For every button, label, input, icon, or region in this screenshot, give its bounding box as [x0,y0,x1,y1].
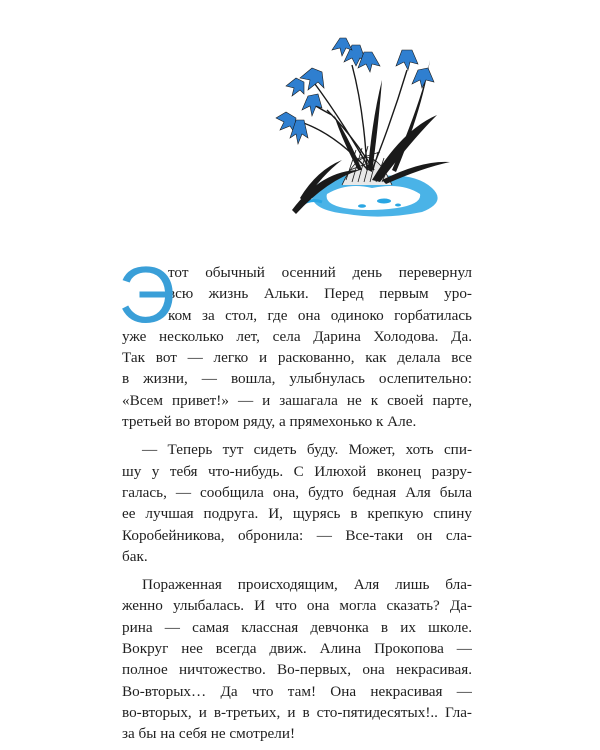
text-line: полное ничтожество. Во-первых, она некрасивая. [122,661,472,679]
text-line: женно улыбалась. И что она могла сказать? Да- [122,597,472,615]
paragraph-2 [122,439,472,567]
text-line: — Теперь тут сидеть буду. Может, хоть спи- [142,441,472,459]
text-line: в жизни, — вошла, улыбнулась ослепительно: [122,370,472,388]
text-line: Вокруг нее всегда движ. Алина Прокопова — [122,640,472,658]
text-line: Пораженная происходящим, Аля лишь бла- [142,576,472,594]
text-line: Коробейникова, обронила: — Все-таки он сла- [122,526,472,544]
text-line: рина — самая классная девчонка в их школе. [122,618,472,636]
text-line: бак. [122,547,148,565]
paragraph-gap [122,567,472,574]
text-line: галась, — сообщила она, будто бедная Аля была [122,483,472,501]
drop-cap-letter: Э [118,250,176,339]
bluebell-flowers-icon [272,20,462,230]
text-line: «Всем привет!» — и зашагала не к своей парте, [122,391,472,409]
story-text [118,250,472,745]
text-line: шу у тебя что-нибудь. С Илюхой вконец разру- [122,462,472,480]
text-line: третьей во втором ряду, а прямехонько к Але. [122,413,417,431]
text-line: ком за стол, где она одиноко горбатилась [168,306,472,324]
text-line: Во-вторых… Да что там! Она некрасивая — [122,682,472,700]
paragraph-gap [122,432,472,439]
text-line: всю жизнь Альки. Перед первым уро- [168,285,472,303]
text-line: тот обычный осенний день перевернул [168,264,472,281]
text-line: Так вот — легко и раскованно, как делала все [122,349,472,367]
text-line: уже несколько лет, села Дарина Холодова. Да. [122,327,472,345]
text-line: во-вторых, и в-третьих, и в сто-пятидесятых!.. Гла- [122,703,472,721]
text-line: ее лучшая подруга. И, щурясь в крепкую спину [122,505,472,523]
text-line: за бы на себя не смотрели! [122,725,296,743]
paragraph-3 [122,574,472,744]
